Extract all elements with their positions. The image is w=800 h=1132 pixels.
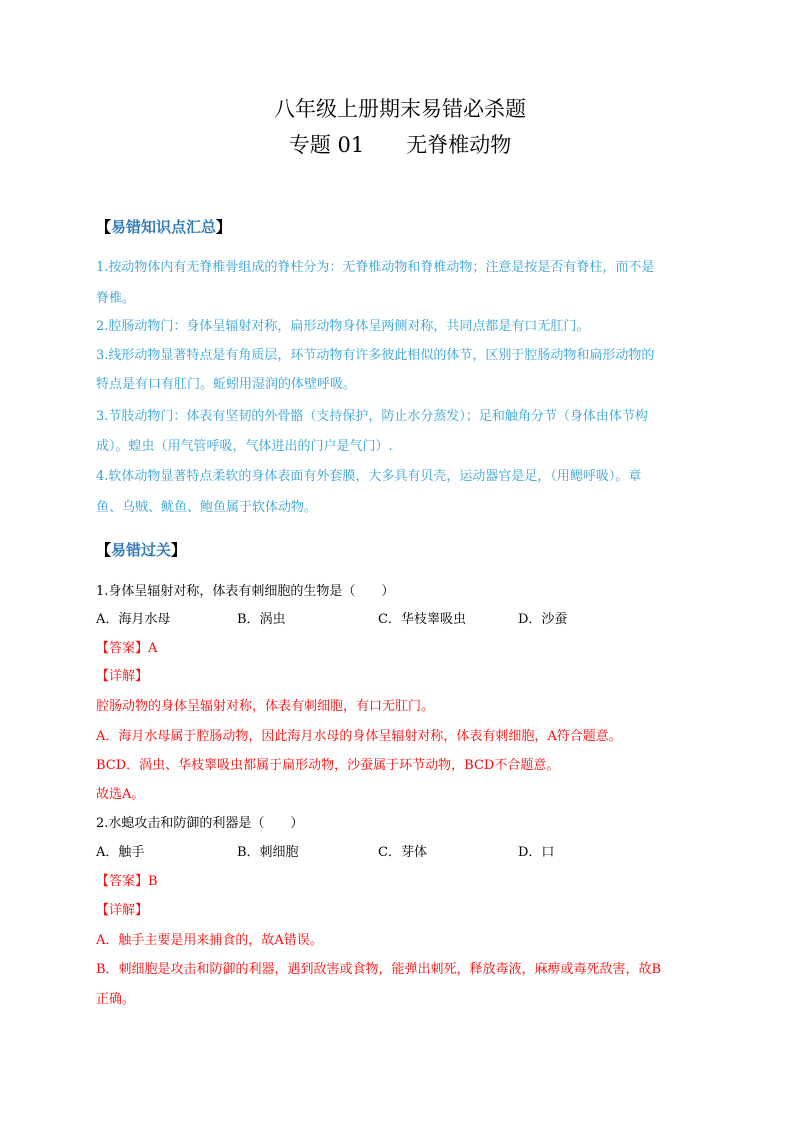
question-1-detail-label: 【详解】 bbox=[96, 669, 149, 684]
knowledge-line: 3.线形动物显著特点是有角质层，环节动物有许多彼此相似的体节，区别于腔肠动物和扁形动物的 bbox=[96, 348, 655, 363]
document-title: 八年级上册期末易错必杀题 bbox=[274, 97, 526, 121]
option-d: D．口 bbox=[518, 845, 555, 860]
knowledge-line: 2.腔肠动物门：身体呈辐射对称，扁形动物身体呈两侧对称，共同点都是有口无肛门。 bbox=[96, 319, 590, 334]
knowledge-heading-text: 易错知识点汇总 bbox=[111, 218, 217, 236]
question-1-detail-line: A．海月水母属于腔肠动物，因此海月水母的身体呈辐射对称，体表有刺细胞，A符合题意。 bbox=[96, 729, 622, 744]
question-2-detail-label: 【详解】 bbox=[96, 903, 149, 918]
question-1-detail-line: 故选A。 bbox=[96, 787, 145, 802]
option-a: A．触手 bbox=[96, 845, 145, 860]
knowledge-line: 3.节肢动物门：体表有坚韧的外骨骼（支持保护，防止水分蒸发）；足和触角分节（身体由体节构 bbox=[96, 409, 648, 424]
question-1-answer: 【答案】A bbox=[96, 641, 158, 656]
document-subtitle: 专题 01 无脊椎动物 bbox=[288, 133, 512, 157]
option-c: C．华枝睾吸虫 bbox=[378, 612, 466, 627]
practice-section-heading: 【易错过关】 bbox=[96, 541, 187, 559]
question-2-detail-line: A．触手主要是用来捕食的，故A错误。 bbox=[96, 933, 323, 948]
option-c: C．芽体 bbox=[378, 845, 427, 860]
question-2-detail-line: B．刺细胞是攻击和防御的利器，遇到敌害或食物，能弹出刺死，释放毒液，麻痹或毒死敌害，故B bbox=[96, 962, 662, 977]
option-a: A．海月水母 bbox=[96, 612, 171, 627]
option-b: B．涡虫 bbox=[237, 612, 286, 627]
practice-heading-text: 易错过关 bbox=[111, 541, 172, 559]
knowledge-line: 脊椎。 bbox=[96, 291, 136, 306]
option-d: D．沙蚕 bbox=[518, 612, 568, 627]
question-2-answer: 【答案】B bbox=[96, 874, 158, 889]
knowledge-line: 鱼、乌贼、鱿鱼、鲍鱼属于软体动物。 bbox=[96, 500, 318, 515]
knowledge-line: 4.软体动物显著特点柔软的身体表面有外套膜，大多具有贝壳，运动器官是足，（用鳃呼吸）。章 bbox=[96, 469, 642, 484]
knowledge-section-heading: 【易错知识点汇总】 bbox=[96, 218, 232, 236]
knowledge-line: 特点是有口有肛门。蚯蚓用湿润的体壁呼吸。 bbox=[96, 377, 357, 392]
question-2-stem: 2.水螅攻击和防御的利器是（ ） bbox=[96, 816, 304, 831]
knowledge-line: 1.按动物体内有无脊椎骨组成的脊柱分为：无脊椎动物和脊椎动物；注意是按是否有脊柱，而不是 bbox=[96, 260, 655, 275]
question-1-stem: 1.身体呈辐射对称，体表有刺细胞的生物是（ ） bbox=[96, 584, 395, 599]
question-1-detail-line: BCD．涡虫、华枝睾吸虫都属于扁形动物，沙蚕属于环节动物，BCD不合题意。 bbox=[96, 758, 560, 773]
option-b: B．刺细胞 bbox=[237, 845, 299, 860]
knowledge-line: 成）。蝗虫（用气管呼吸，气体进出的门户是气门）. bbox=[96, 439, 393, 454]
question-2-detail-line: 正确。 bbox=[96, 992, 136, 1007]
question-1-detail-line: 腔肠动物的身体呈辐射对称，体表有刺细胞，有口无肛门。 bbox=[96, 699, 435, 714]
